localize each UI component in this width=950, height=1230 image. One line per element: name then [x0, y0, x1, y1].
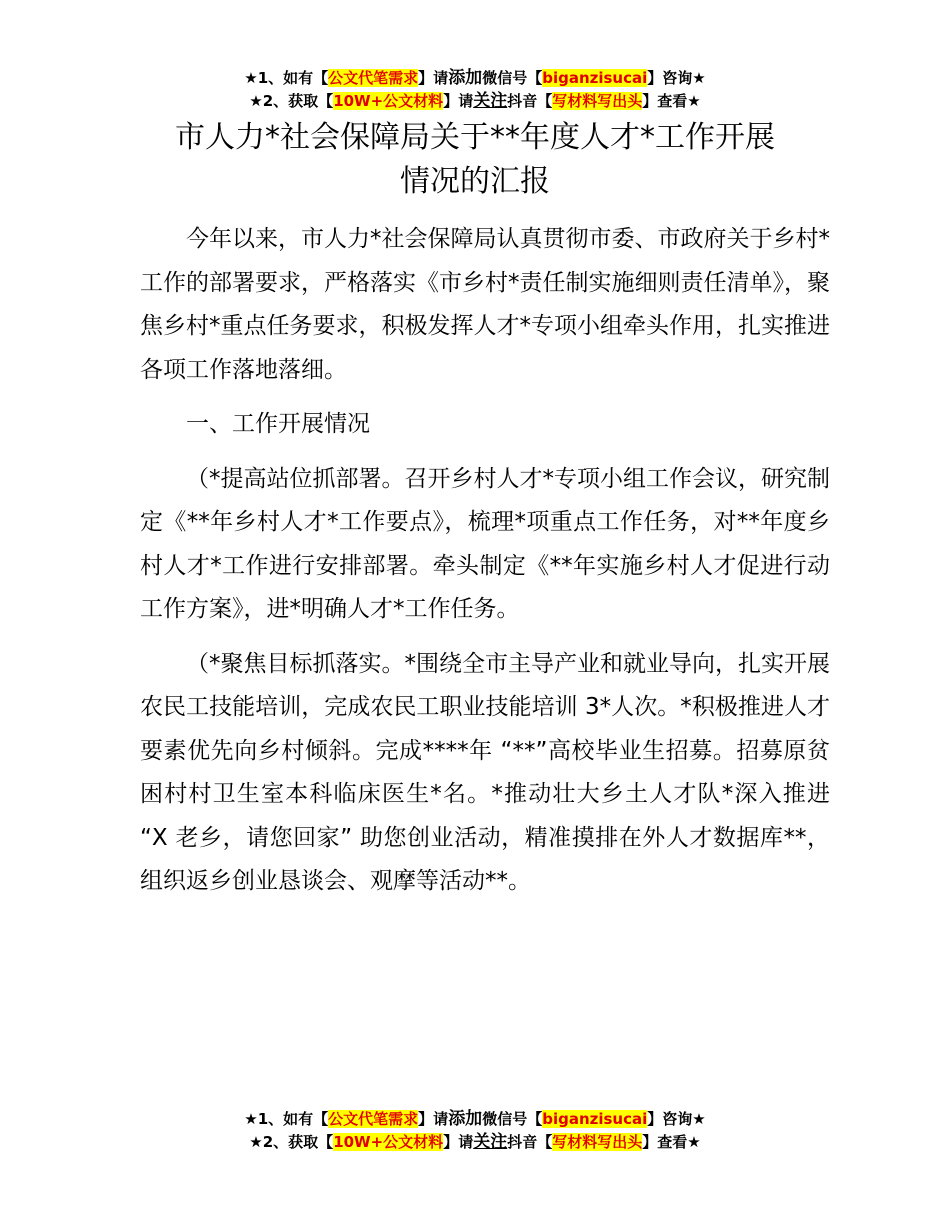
promo-highlight: 10W+公文材料 [333, 1133, 444, 1151]
douyin-account: 写材料写出头 [552, 92, 643, 110]
title-line-2: 情况的汇报 [400, 164, 550, 199]
wechat-id: biganzisucai [542, 69, 648, 87]
intro-paragraph: 今年以来，市人力*社会保障局认真贯彻市委、市政府关于乡村*工作的部署要求，严格落实《市乡村*责任制实施细则责任清单》，聚焦乡村*重点任务要求，积极发挥人才*专项小组牵头作用，扎实推进各项工作落地落细。 [140, 226, 830, 383]
wechat-id: biganzisucai [542, 1110, 648, 1128]
document-title [0, 116, 950, 204]
body-paragraph: （*提高站位抓部署。召开乡村人才*专项小组工作会议，研究制定《**年乡村人才*工作要点》，梳理*项重点工作任务，对**年度乡村人才*工作进行安排部署。牵头制定《**年实施乡村人才促进行动工作方案》，进*明确人才*工作任务。 [140, 465, 830, 622]
promo-line-1: ★1、如有【公文代笔需求】请添加微信号【biganzisucai】咨询★ [244, 1109, 706, 1129]
promo-highlight: 公文代笔需求 [328, 1110, 419, 1128]
promo-highlight: 10W+公文材料 [333, 92, 444, 110]
document-body [140, 218, 830, 904]
footer-promo-banner [0, 1108, 950, 1154]
header-promo-banner [0, 67, 950, 113]
promo-line-2: ★2、获取【10W+公文材料】请关注抖音【写材料写出头】查看★ [249, 1132, 701, 1152]
promo-highlight: 公文代笔需求 [328, 69, 419, 87]
section-heading: 一、工作开展情况 [186, 411, 370, 437]
promo-line-2: ★2、获取【10W+公文材料】请关注抖音【写材料写出头】查看★ [249, 91, 701, 111]
title-line-1: 市人力*社会保障局关于**年度人才*工作开展 [175, 120, 775, 155]
promo-line-1: ★1、如有【公文代笔需求】请添加微信号【biganzisucai】咨询★ [244, 68, 706, 88]
body-paragraph: （*聚焦目标抓落实。*围绕全市主导产业和就业导向，扎实开展农民工技能培训，完成农民工职业技能培训 3*人次。*积极推进人才要素优先向乡村倾斜。完成****年 “**”高校毕业生招募。招募原贫困村村卫生室本科临床医生*名。*推动壮大乡土人才队*深入推进 “X 老乡，请您回家” 助您创业活动，精准摸排在外人才数据库**，组织返乡创业恳谈会、观摩等活动**。 [140, 650, 831, 894]
douyin-account: 写材料写出头 [552, 1133, 643, 1151]
